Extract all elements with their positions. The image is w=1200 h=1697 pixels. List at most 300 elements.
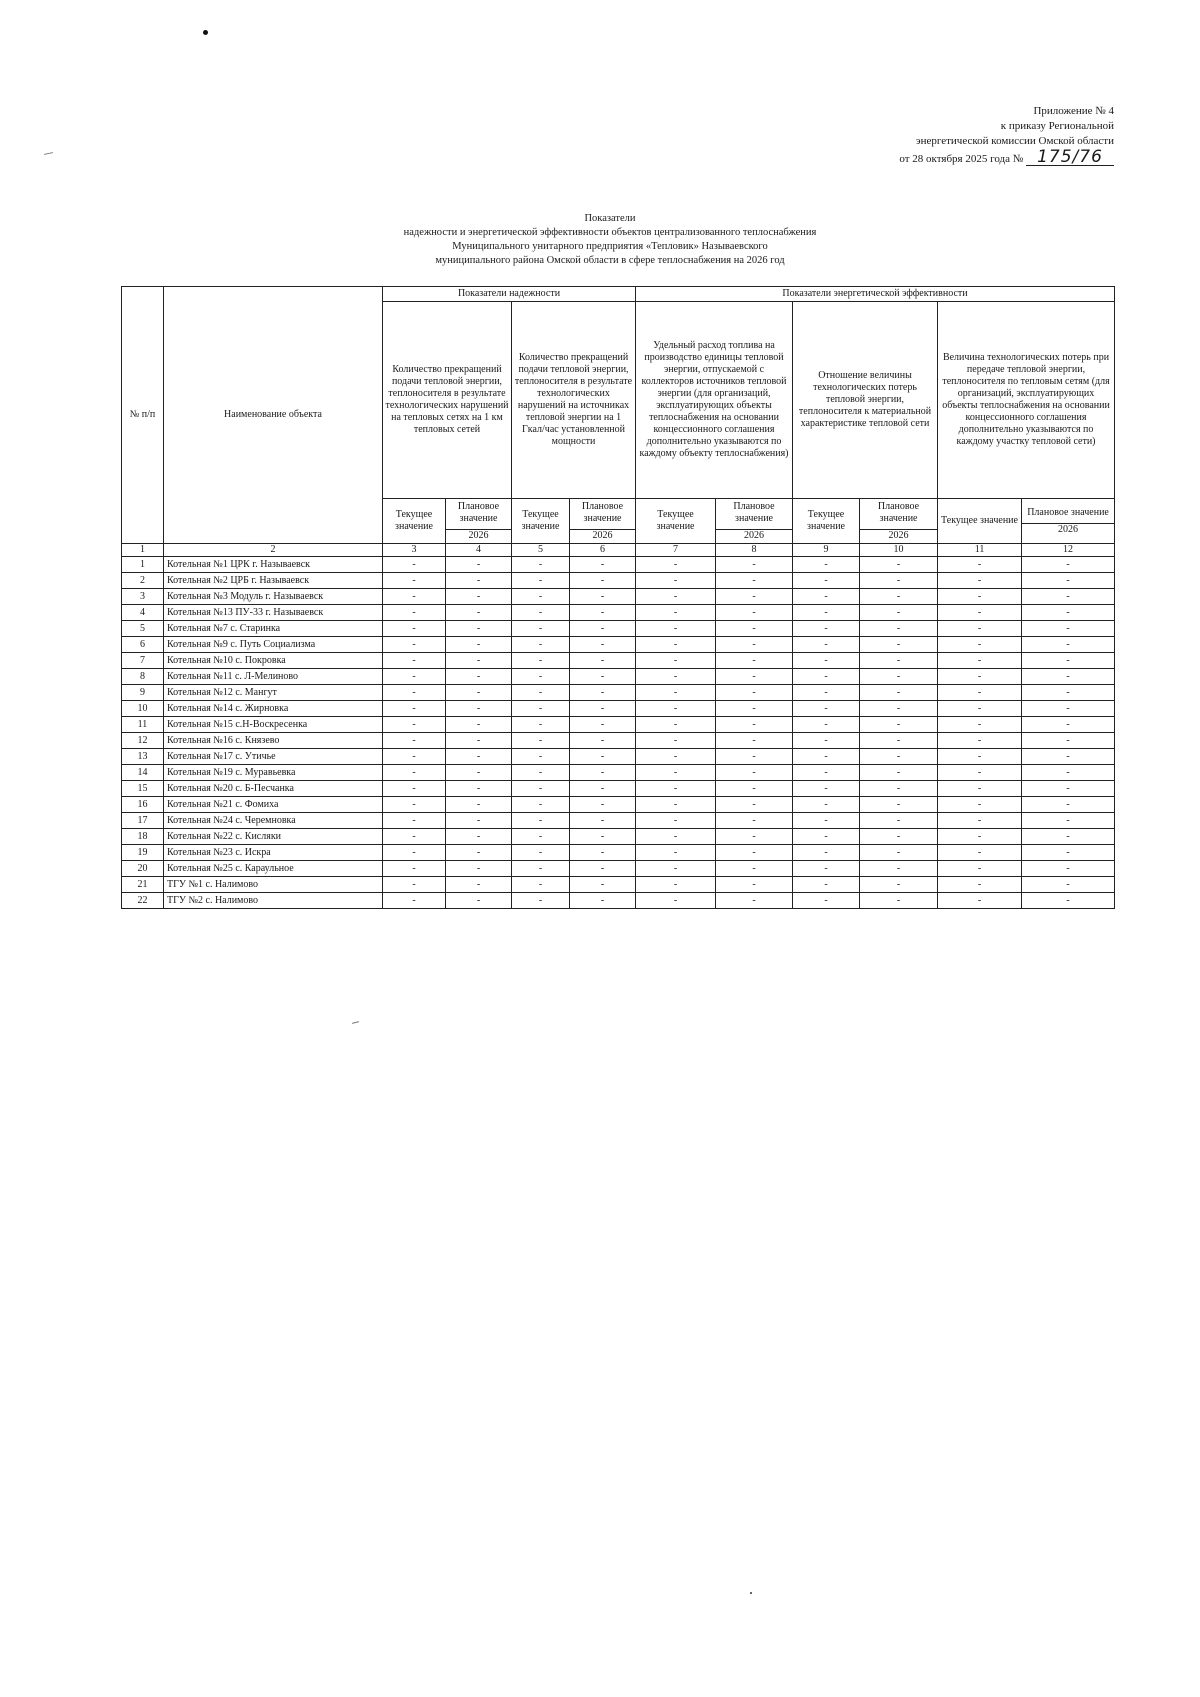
value-cell: - xyxy=(1022,765,1115,781)
value-cell: - xyxy=(793,605,860,621)
scan-mark xyxy=(750,1592,752,1594)
value-cell: - xyxy=(793,813,860,829)
subheader-current: Текущее значение xyxy=(636,499,716,544)
value-cell: - xyxy=(1022,717,1115,733)
value-cell: - xyxy=(446,861,512,877)
row-number: 19 xyxy=(122,845,164,861)
value-cell: - xyxy=(446,877,512,893)
value-cell: - xyxy=(793,621,860,637)
column-number: 6 xyxy=(570,544,636,557)
value-cell: - xyxy=(383,669,446,685)
subheader-current: Текущее значение xyxy=(793,499,860,544)
appendix-line: энергетической комиссии Омской области xyxy=(915,135,1114,147)
value-cell: - xyxy=(716,845,793,861)
table-row xyxy=(122,669,1115,685)
value-cell: - xyxy=(570,877,636,893)
value-cell: - xyxy=(860,813,938,829)
value-cell: - xyxy=(383,685,446,701)
value-cell: - xyxy=(512,653,570,669)
table-row xyxy=(122,653,1115,669)
value-cell: - xyxy=(938,669,1022,685)
value-cell: - xyxy=(383,797,446,813)
group-header-reliability: Показатели надежности xyxy=(383,287,636,302)
value-cell: - xyxy=(446,781,512,797)
value-cell: - xyxy=(570,669,636,685)
value-cell: - xyxy=(383,765,446,781)
indicator-source-interruptions: Количество прекращений подачи тепловой энергии, теплоносителя в результате технологических нарушений на источниках тепловой энергии на 1 Гкал/час установленной мощности xyxy=(512,302,636,499)
column-number: 11 xyxy=(938,544,1022,557)
value-cell: - xyxy=(570,605,636,621)
table-row xyxy=(122,845,1115,861)
object-name: ТГУ №2 с. Налимово xyxy=(164,893,383,909)
value-cell: - xyxy=(570,781,636,797)
value-cell: - xyxy=(512,557,570,573)
value-cell: - xyxy=(1022,589,1115,605)
value-cell: - xyxy=(570,813,636,829)
value-cell: - xyxy=(860,573,938,589)
value-cell: - xyxy=(636,797,716,813)
value-cell: - xyxy=(860,653,938,669)
value-cell: - xyxy=(716,653,793,669)
value-cell: - xyxy=(860,637,938,653)
value-cell: - xyxy=(860,797,938,813)
indicator-fuel-consumption: Удельный расход топлива на производство единицы тепловой энергии, отпускаемой с коллекторов источников тепловой энергии (для организаций, эксплуатирующих объекты теплоснабжения на основании концессионного соглашения дополнительно указываются по каждому объекту теплоснабжения) xyxy=(636,302,793,499)
object-name: Котельная №2 ЦРБ г. Называевск xyxy=(164,573,383,589)
subheader-current: Текущее значение xyxy=(512,499,570,544)
value-cell: - xyxy=(570,861,636,877)
value-cell: - xyxy=(383,749,446,765)
value-cell: - xyxy=(570,845,636,861)
object-name: Котельная №10 с. Покровка xyxy=(164,653,383,669)
column-numbers-row xyxy=(122,544,1115,557)
table-row xyxy=(122,893,1115,909)
value-cell: - xyxy=(716,733,793,749)
value-cell: - xyxy=(636,557,716,573)
value-cell: - xyxy=(793,573,860,589)
appendix-header xyxy=(899,104,1114,167)
value-cell: - xyxy=(383,845,446,861)
value-cell: - xyxy=(512,813,570,829)
value-cell: - xyxy=(636,621,716,637)
subheader-planned-year: 2026 xyxy=(716,529,792,542)
table-row xyxy=(122,733,1115,749)
value-cell: - xyxy=(1022,813,1115,829)
value-cell: - xyxy=(512,877,570,893)
value-cell: - xyxy=(446,845,512,861)
value-cell: - xyxy=(383,589,446,605)
table-row xyxy=(122,765,1115,781)
table-row xyxy=(122,877,1115,893)
value-cell: - xyxy=(860,781,938,797)
value-cell: - xyxy=(716,717,793,733)
value-cell: - xyxy=(860,669,938,685)
table-row xyxy=(122,621,1115,637)
table-row xyxy=(122,797,1115,813)
table-row xyxy=(122,637,1115,653)
column-number: 4 xyxy=(446,544,512,557)
value-cell: - xyxy=(860,701,938,717)
value-cell: - xyxy=(793,653,860,669)
value-cell: - xyxy=(793,717,860,733)
value-cell: - xyxy=(570,685,636,701)
value-cell: - xyxy=(1022,669,1115,685)
value-cell: - xyxy=(636,589,716,605)
indicator-loss-ratio: Отношение величины технологических потерь тепловой энергии, теплоносителя к материальной характеристике тепловой сети xyxy=(793,302,938,499)
value-cell: - xyxy=(512,845,570,861)
value-cell: - xyxy=(938,749,1022,765)
value-cell: - xyxy=(570,765,636,781)
value-cell: - xyxy=(716,813,793,829)
title-line: Показатели xyxy=(584,213,636,224)
value-cell: - xyxy=(383,893,446,909)
value-cell: - xyxy=(860,605,938,621)
value-cell: - xyxy=(716,781,793,797)
column-number: 7 xyxy=(636,544,716,557)
scan-mark xyxy=(352,1021,359,1024)
row-number: 16 xyxy=(122,797,164,813)
value-cell: - xyxy=(1022,797,1115,813)
row-number: 3 xyxy=(122,589,164,605)
value-cell: - xyxy=(716,573,793,589)
value-cell: - xyxy=(938,589,1022,605)
value-cell: - xyxy=(636,717,716,733)
column-number: 1 xyxy=(122,544,164,557)
value-cell: - xyxy=(938,781,1022,797)
value-cell: - xyxy=(512,733,570,749)
value-cell: - xyxy=(636,701,716,717)
order-number-handwritten: 175/76 xyxy=(1026,149,1114,166)
value-cell: - xyxy=(570,573,636,589)
value-cell: - xyxy=(938,845,1022,861)
table-row xyxy=(122,861,1115,877)
value-cell: - xyxy=(446,589,512,605)
row-number: 20 xyxy=(122,861,164,877)
value-cell: - xyxy=(570,749,636,765)
indicator-network-interruptions: Количество прекращений подачи тепловой энергии, теплоносителя в результате технологических нарушений на тепловых сетях на 1 км тепловых сетей xyxy=(383,302,512,499)
value-cell: - xyxy=(636,861,716,877)
row-number: 17 xyxy=(122,813,164,829)
value-cell: - xyxy=(383,701,446,717)
value-cell: - xyxy=(570,717,636,733)
value-cell: - xyxy=(512,765,570,781)
value-cell: - xyxy=(1022,733,1115,749)
value-cell: - xyxy=(1022,861,1115,877)
indicator-transmission-losses: Величина технологических потерь при передаче тепловой энергии, теплоносителя по тепловым сетям (для организаций, эксплуатирующих объекты теплоснабжения на основании концессионного соглашения дополнительно указываются по каждому участку тепловой сети) xyxy=(938,302,1115,499)
subheader-planned-label: Плановое значение xyxy=(457,500,500,524)
object-name: Котельная №16 с. Князево xyxy=(164,733,383,749)
value-cell: - xyxy=(512,621,570,637)
subheader-planned-year: 2026 xyxy=(1022,523,1114,536)
value-cell: - xyxy=(860,877,938,893)
value-cell: - xyxy=(512,637,570,653)
value-cell: - xyxy=(1022,877,1115,893)
value-cell: - xyxy=(793,701,860,717)
value-cell: - xyxy=(383,717,446,733)
row-number: 2 xyxy=(122,573,164,589)
value-cell: - xyxy=(383,861,446,877)
value-cell: - xyxy=(860,845,938,861)
value-cell: - xyxy=(383,813,446,829)
row-number: 22 xyxy=(122,893,164,909)
appendix-line: к приказу Региональной xyxy=(1000,120,1114,132)
table-row xyxy=(122,573,1115,589)
value-cell: - xyxy=(446,685,512,701)
value-cell: - xyxy=(383,637,446,653)
value-cell: - xyxy=(383,829,446,845)
title-line: муниципального района Омской области в сфере теплоснабжения на 2026 год xyxy=(435,255,785,266)
value-cell: - xyxy=(446,813,512,829)
column-number: 10 xyxy=(860,544,938,557)
value-cell: - xyxy=(383,781,446,797)
value-cell: - xyxy=(716,669,793,685)
value-cell: - xyxy=(570,637,636,653)
value-cell: - xyxy=(1022,605,1115,621)
col-header-number: № п/п xyxy=(122,287,164,544)
object-name: Котельная №24 с. Черемновка xyxy=(164,813,383,829)
object-name: Котельная №3 Модуль г. Называевск xyxy=(164,589,383,605)
value-cell: - xyxy=(446,893,512,909)
value-cell: - xyxy=(860,557,938,573)
table-row xyxy=(122,701,1115,717)
row-number: 9 xyxy=(122,685,164,701)
value-cell: - xyxy=(716,797,793,813)
row-number: 13 xyxy=(122,749,164,765)
value-cell: - xyxy=(716,877,793,893)
value-cell: - xyxy=(446,765,512,781)
value-cell: - xyxy=(383,621,446,637)
row-number: 7 xyxy=(122,653,164,669)
value-cell: - xyxy=(383,557,446,573)
column-number: 12 xyxy=(1022,544,1115,557)
value-cell: - xyxy=(793,861,860,877)
table-row xyxy=(122,685,1115,701)
value-cell: - xyxy=(512,861,570,877)
value-cell: - xyxy=(570,829,636,845)
object-name: Котельная №9 с. Путь Социализма xyxy=(164,637,383,653)
value-cell: - xyxy=(938,733,1022,749)
col-header-name: Наименование объекта xyxy=(164,287,383,544)
value-cell: - xyxy=(636,765,716,781)
value-cell: - xyxy=(860,861,938,877)
table-row xyxy=(122,749,1115,765)
column-number: 5 xyxy=(512,544,570,557)
subheader-planned xyxy=(446,499,512,544)
value-cell: - xyxy=(636,733,716,749)
table-row xyxy=(122,781,1115,797)
object-name: Котельная №22 с. Кисляки xyxy=(164,829,383,845)
row-number: 1 xyxy=(122,557,164,573)
value-cell: - xyxy=(512,589,570,605)
value-cell: - xyxy=(793,637,860,653)
table-row xyxy=(122,813,1115,829)
value-cell: - xyxy=(938,621,1022,637)
value-cell: - xyxy=(1022,621,1115,637)
row-number: 6 xyxy=(122,637,164,653)
value-cell: - xyxy=(793,893,860,909)
value-cell: - xyxy=(1022,829,1115,845)
subheader-planned-year: 2026 xyxy=(570,529,635,542)
value-cell: - xyxy=(716,701,793,717)
value-cell: - xyxy=(512,701,570,717)
subheader-planned-label: Плановое значение xyxy=(733,500,775,524)
value-cell: - xyxy=(938,813,1022,829)
group-header-efficiency: Показатели энергетической эффективности xyxy=(636,287,1115,302)
appendix-line: Приложение № 4 xyxy=(1033,105,1114,117)
title-line: надежности и энергетической эффективности объектов централизованного теплоснабжения xyxy=(403,227,817,238)
value-cell: - xyxy=(860,765,938,781)
value-cell: - xyxy=(938,573,1022,589)
row-number: 5 xyxy=(122,621,164,637)
value-cell: - xyxy=(512,669,570,685)
value-cell: - xyxy=(938,765,1022,781)
column-number: 3 xyxy=(383,544,446,557)
value-cell: - xyxy=(1022,893,1115,909)
value-cell: - xyxy=(512,893,570,909)
value-cell: - xyxy=(716,765,793,781)
value-cell: - xyxy=(793,589,860,605)
table-row xyxy=(122,605,1115,621)
value-cell: - xyxy=(860,749,938,765)
value-cell: - xyxy=(446,797,512,813)
value-cell: - xyxy=(446,557,512,573)
column-number: 8 xyxy=(716,544,793,557)
value-cell: - xyxy=(636,669,716,685)
value-cell: - xyxy=(716,557,793,573)
value-cell: - xyxy=(446,621,512,637)
value-cell: - xyxy=(512,685,570,701)
indicators-table xyxy=(121,286,1115,909)
value-cell: - xyxy=(793,781,860,797)
object-name: Котельная №11 с. Л-Мелиново xyxy=(164,669,383,685)
object-name: Котельная №19 с. Муравьевка xyxy=(164,765,383,781)
value-cell: - xyxy=(446,653,512,669)
value-cell: - xyxy=(512,749,570,765)
value-cell: - xyxy=(793,829,860,845)
title-line: Муниципального унитарного предприятия «Тепловик» Называевского xyxy=(452,241,768,252)
value-cell: - xyxy=(1022,781,1115,797)
value-cell: - xyxy=(716,749,793,765)
value-cell: - xyxy=(860,733,938,749)
value-cell: - xyxy=(1022,637,1115,653)
value-cell: - xyxy=(860,717,938,733)
subheader-current: Текущее значение xyxy=(383,499,446,544)
object-name: Котельная №7 с. Старинка xyxy=(164,621,383,637)
row-number: 11 xyxy=(122,717,164,733)
subheader-planned-year: 2026 xyxy=(860,529,937,542)
object-name: Котельная №21 с. Фомиха xyxy=(164,797,383,813)
value-cell: - xyxy=(383,573,446,589)
subheader-planned-year: 2026 xyxy=(446,529,511,542)
value-cell: - xyxy=(570,893,636,909)
value-cell: - xyxy=(512,717,570,733)
value-cell: - xyxy=(570,797,636,813)
object-name: ТГУ №1 с. Налимово xyxy=(164,877,383,893)
value-cell: - xyxy=(446,605,512,621)
value-cell: - xyxy=(1022,653,1115,669)
scan-mark xyxy=(44,152,53,155)
value-cell: - xyxy=(938,893,1022,909)
value-cell: - xyxy=(636,813,716,829)
value-cell: - xyxy=(636,877,716,893)
value-cell: - xyxy=(716,893,793,909)
value-cell: - xyxy=(1022,685,1115,701)
scan-speck xyxy=(203,30,208,35)
value-cell: - xyxy=(860,589,938,605)
value-cell: - xyxy=(446,669,512,685)
row-number: 14 xyxy=(122,765,164,781)
value-cell: - xyxy=(716,829,793,845)
object-name: Котельная №13 ПУ-33 г. Называевск xyxy=(164,605,383,621)
value-cell: - xyxy=(793,749,860,765)
row-number: 18 xyxy=(122,829,164,845)
subheader-planned-label: Плановое значение xyxy=(877,500,920,524)
value-cell: - xyxy=(512,781,570,797)
subheader-planned xyxy=(860,499,938,544)
value-cell: - xyxy=(383,653,446,669)
value-cell: - xyxy=(570,653,636,669)
value-cell: - xyxy=(716,861,793,877)
value-cell: - xyxy=(1022,845,1115,861)
column-number: 9 xyxy=(793,544,860,557)
value-cell: - xyxy=(636,829,716,845)
object-name: Котельная №25 с. Караульное xyxy=(164,861,383,877)
value-cell: - xyxy=(938,653,1022,669)
value-cell: - xyxy=(383,733,446,749)
value-cell: - xyxy=(938,557,1022,573)
value-cell: - xyxy=(383,877,446,893)
object-name: Котельная №23 с. Искра xyxy=(164,845,383,861)
value-cell: - xyxy=(1022,749,1115,765)
value-cell: - xyxy=(512,573,570,589)
subheader-planned xyxy=(716,499,793,544)
value-cell: - xyxy=(1022,557,1115,573)
value-cell: - xyxy=(938,829,1022,845)
value-cell: - xyxy=(938,605,1022,621)
subheader-planned xyxy=(1022,499,1115,544)
value-cell: - xyxy=(716,589,793,605)
value-cell: - xyxy=(446,829,512,845)
object-name: Котельная №14 с. Жирновка xyxy=(164,701,383,717)
appendix-order-line xyxy=(899,149,1114,167)
value-cell: - xyxy=(512,797,570,813)
value-cell: - xyxy=(793,765,860,781)
value-cell: - xyxy=(636,749,716,765)
value-cell: - xyxy=(636,637,716,653)
value-cell: - xyxy=(570,557,636,573)
subheader-planned-label: Плановое значение xyxy=(1027,506,1109,518)
document-title xyxy=(330,212,890,268)
row-number: 4 xyxy=(122,605,164,621)
appendix-date: от 28 октября 2025 года № xyxy=(899,153,1024,165)
value-cell: - xyxy=(512,829,570,845)
value-cell: - xyxy=(446,749,512,765)
value-cell: - xyxy=(512,605,570,621)
row-number: 8 xyxy=(122,669,164,685)
value-cell: - xyxy=(793,845,860,861)
value-cell: - xyxy=(570,589,636,605)
value-cell: - xyxy=(938,797,1022,813)
value-cell: - xyxy=(860,621,938,637)
value-cell: - xyxy=(938,877,1022,893)
value-cell: - xyxy=(446,733,512,749)
value-cell: - xyxy=(716,637,793,653)
subheader-planned xyxy=(570,499,636,544)
value-cell: - xyxy=(446,637,512,653)
value-cell: - xyxy=(446,701,512,717)
value-cell: - xyxy=(860,829,938,845)
row-number: 10 xyxy=(122,701,164,717)
value-cell: - xyxy=(938,717,1022,733)
